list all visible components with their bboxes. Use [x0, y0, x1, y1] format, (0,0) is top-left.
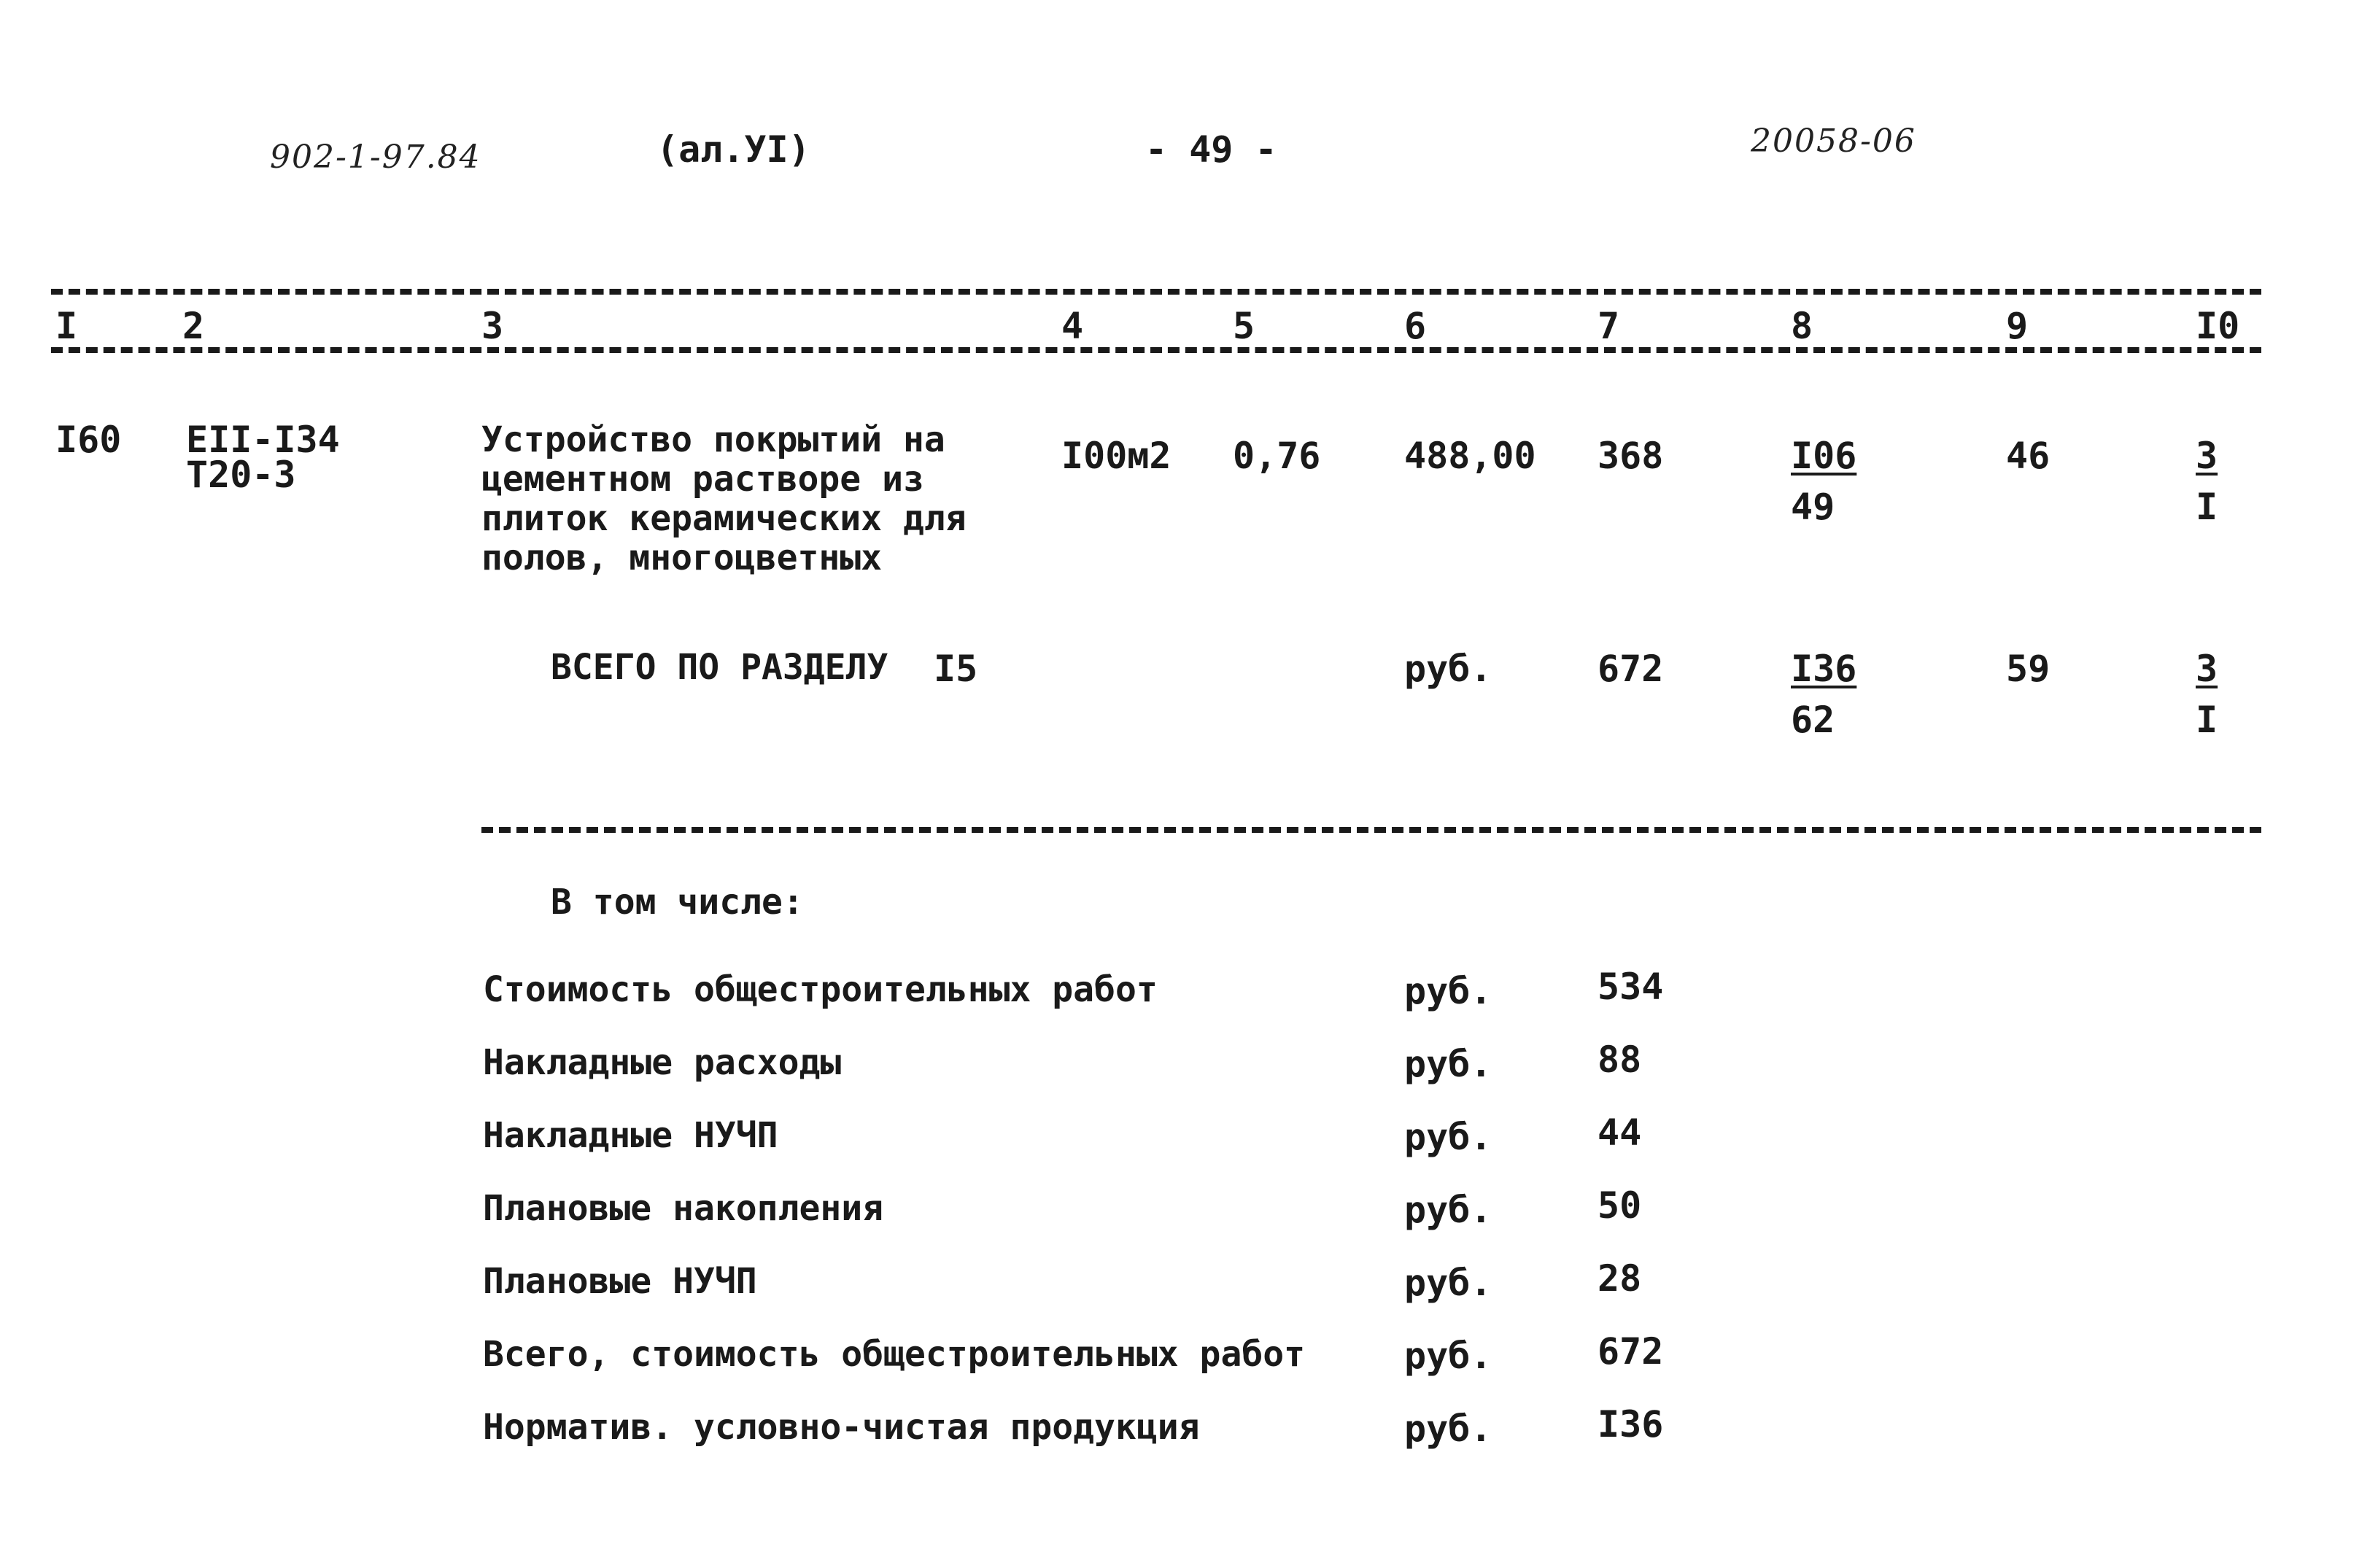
row-unit-cost: 488,00 — [1404, 435, 1536, 477]
reference-number: 20058-06 — [1751, 123, 1916, 160]
breakdown-separator — [481, 827, 2261, 833]
breakdown-item-unit: руб. — [1404, 1408, 1492, 1450]
breakdown-item-label: Накладные расходы — [483, 1042, 842, 1083]
column-number: I — [55, 305, 78, 347]
section-total-value: 672 — [1598, 648, 1664, 690]
row-col8-top: I06 — [1791, 435, 1857, 477]
row-number: I60 — [55, 419, 122, 461]
row-description-line: плиток керамических для — [481, 498, 967, 539]
row-col9: 46 — [2006, 435, 2050, 477]
column-number: 4 — [1061, 305, 1084, 347]
row-code: EII-I34 — [186, 419, 340, 461]
header-bottom-rule — [51, 347, 2261, 353]
section-total-col9: 59 — [2006, 648, 2050, 690]
section-total-col8-bottom: 62 — [1791, 699, 1835, 741]
column-number: I0 — [2196, 305, 2240, 347]
breakdown-item-value: 88 — [1598, 1039, 1642, 1081]
breakdown-item-unit: руб. — [1404, 1043, 1492, 1085]
column-number: 7 — [1598, 305, 1620, 347]
header-top-rule — [51, 289, 2261, 295]
section-total-col8-top: I36 — [1791, 648, 1857, 690]
breakdown-item-value: 672 — [1598, 1330, 1664, 1373]
row-unit: I00м2 — [1061, 435, 1172, 477]
section-total-label: ВСЕГО ПО РАЗДЕЛУ — [551, 647, 888, 688]
breakdown-heading: В том числе: — [551, 882, 804, 923]
row-description-line: Устройство покрытий на — [481, 419, 945, 460]
section-total-number: I5 — [934, 648, 978, 690]
row-description-line: полов, многоцветных — [481, 537, 883, 578]
breakdown-item-label: Накладные НУЧП — [483, 1115, 778, 1156]
section-total-unit: руб. — [1404, 648, 1492, 690]
breakdown-item-value: 44 — [1598, 1111, 1642, 1154]
breakdown-item-unit: руб. — [1404, 970, 1492, 1012]
row-quantity: 0,76 — [1233, 435, 1321, 477]
breakdown-item-value: I36 — [1598, 1403, 1664, 1445]
column-number: 3 — [481, 305, 504, 347]
column-number: 5 — [1233, 305, 1255, 347]
row-total: 368 — [1598, 435, 1664, 477]
column-number: 6 — [1404, 305, 1427, 347]
row-col8-bottom: 49 — [1791, 486, 1835, 528]
breakdown-item-value: 28 — [1598, 1257, 1642, 1300]
breakdown-item-unit: руб. — [1404, 1189, 1492, 1231]
row-col10-bottom: I — [2196, 486, 2218, 528]
breakdown-item-label: Стоимость общестроительных работ — [483, 969, 1158, 1010]
column-number: 8 — [1791, 305, 1813, 347]
breakdown-item-label: Норматив. условно-чистая продукция — [483, 1407, 1200, 1448]
column-number: 9 — [2006, 305, 2029, 347]
page-number: - 49 - — [1145, 128, 1277, 171]
row-code-sub: T20-3 — [186, 454, 296, 496]
section-total-col10-bottom: I — [2196, 699, 2218, 741]
row-col10-top: 3 — [2196, 435, 2218, 477]
breakdown-item-unit: руб. — [1404, 1335, 1492, 1377]
breakdown-item-unit: руб. — [1404, 1116, 1492, 1158]
breakdown-item-unit: руб. — [1404, 1262, 1492, 1304]
breakdown-item-label: Плановые накопления — [483, 1188, 884, 1229]
breakdown-item-value: 50 — [1598, 1184, 1642, 1227]
row-description-line: цементном растворе из — [481, 459, 924, 500]
column-number: 2 — [182, 305, 205, 347]
breakdown-item-label: Всего, стоимость общестроительных работ — [483, 1334, 1306, 1375]
breakdown-item-value: 534 — [1598, 966, 1664, 1008]
section-total-col10-top: 3 — [2196, 648, 2218, 690]
album-label: (ал.УI) — [657, 128, 810, 171]
breakdown-item-label: Плановые НУЧП — [483, 1261, 757, 1302]
document-code: 902-1-97.84 — [270, 139, 481, 176]
